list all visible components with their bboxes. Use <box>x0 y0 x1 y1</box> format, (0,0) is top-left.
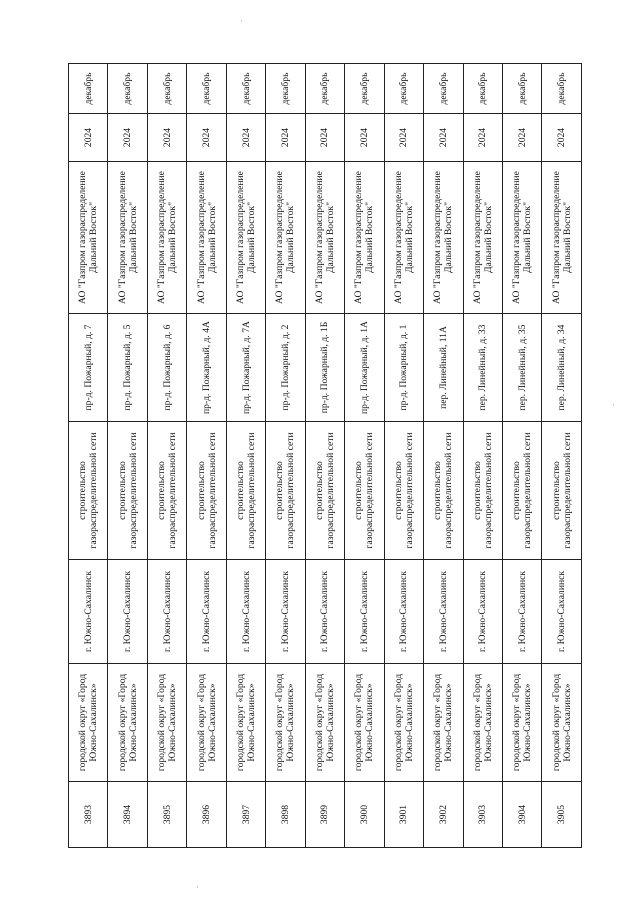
table-row <box>147 64 186 848</box>
municipality-cell: городской округ «Город Южно-Сахалинск» <box>502 664 541 782</box>
month-cell: декабрь <box>69 64 108 114</box>
municipality-cell: городской округ «Город Южно-Сахалинск» <box>266 664 305 782</box>
table-row <box>542 64 582 848</box>
organization-cell: АО "Газпром газораспределение Дальний Восток" <box>345 162 384 314</box>
gas-network-table <box>68 63 582 848</box>
month-cell: декабрь <box>108 64 147 114</box>
work-type-cell: строительство газораспределительной сети <box>147 422 186 560</box>
city-cell: г. Южно-Сахалинск <box>187 560 226 664</box>
table-row <box>502 64 541 848</box>
month-cell: декабрь <box>384 64 423 114</box>
municipality-cell: городской округ «Город Южно-Сахалинск» <box>463 664 502 782</box>
address-cell: пр-д. Пожарный, д. 2 <box>266 314 305 422</box>
organization-cell: АО "Газпром газораспределение Дальний Восток" <box>266 162 305 314</box>
address-cell: пр-д. Пожарный, д. 4А <box>187 314 226 422</box>
month-cell: декабрь <box>305 64 344 114</box>
city-cell: г. Южно-Сахалинск <box>345 560 384 664</box>
row-number-cell: 3905 <box>542 782 582 848</box>
city-cell: г. Южно-Сахалинск <box>305 560 344 664</box>
work-type-cell: строительство газораспределительной сети <box>187 422 226 560</box>
address-cell: пр-д. Пожарный, д. 7А <box>226 314 265 422</box>
row-number-cell: 3900 <box>345 782 384 848</box>
row-number-cell: 3893 <box>69 782 108 848</box>
municipality-cell: городской округ «Город Южно-Сахалинск» <box>69 664 108 782</box>
year-cell: 2024 <box>305 114 344 162</box>
organization-cell: АО "Газпром газораспределение Дальний Восток" <box>384 162 423 314</box>
row-number-cell: 3904 <box>502 782 541 848</box>
address-cell: пр-д. Пожарный, д. 6 <box>147 314 186 422</box>
month-cell: декабрь <box>345 64 384 114</box>
month-cell: декабрь <box>187 64 226 114</box>
city-cell: г. Южно-Сахалинск <box>424 560 463 664</box>
municipality-cell: городской округ «Город Южно-Сахалинск» <box>424 664 463 782</box>
address-cell: пр-д. Пожарный, д. 1 <box>384 314 423 422</box>
city-cell: г. Южно-Сахалинск <box>226 560 265 664</box>
address-cell: пер. Линейный, д. 34 <box>542 314 582 422</box>
address-cell: пер. Линейный, д. 35 <box>502 314 541 422</box>
month-cell: декабрь <box>542 64 582 114</box>
year-cell: 2024 <box>542 114 582 162</box>
city-cell: г. Южно-Сахалинск <box>266 560 305 664</box>
municipality-cell: городской округ «Город Южно-Сахалинск» <box>147 664 186 782</box>
table-row <box>424 64 463 848</box>
table-row <box>345 64 384 848</box>
city-cell: г. Южно-Сахалинск <box>542 560 582 664</box>
organization-cell: АО "Газпром газораспределение Дальний Восток" <box>108 162 147 314</box>
year-cell: 2024 <box>108 114 147 162</box>
city-cell: г. Южно-Сахалинск <box>69 560 108 664</box>
year-cell: 2024 <box>187 114 226 162</box>
row-number-cell: 3902 <box>424 782 463 848</box>
work-type-cell: строительство газораспределительной сети <box>424 422 463 560</box>
municipality-cell: городской округ «Город Южно-Сахалинск» <box>305 664 344 782</box>
organization-cell: АО "Газпром газораспределение Дальний Восток" <box>542 162 582 314</box>
year-cell: 2024 <box>226 114 265 162</box>
month-cell: декабрь <box>226 64 265 114</box>
year-cell: 2024 <box>266 114 305 162</box>
table-row <box>69 64 108 848</box>
row-number-cell: 3896 <box>187 782 226 848</box>
municipality-cell: городской округ «Город Южно-Сахалинск» <box>384 664 423 782</box>
row-number-cell: 3903 <box>463 782 502 848</box>
work-type-cell: строительство газораспределительной сети <box>226 422 265 560</box>
year-cell: 2024 <box>69 114 108 162</box>
month-cell: декабрь <box>463 64 502 114</box>
row-number-cell: 3901 <box>384 782 423 848</box>
work-type-cell: строительство газораспределительной сети <box>345 422 384 560</box>
work-type-cell: строительство газораспределительной сети <box>502 422 541 560</box>
city-cell: г. Южно-Сахалинск <box>147 560 186 664</box>
city-cell: г. Южно-Сахалинск <box>108 560 147 664</box>
work-type-cell: строительство газораспределительной сети <box>384 422 423 560</box>
address-cell: пр-д. Пожарный, д. 1А <box>345 314 384 422</box>
organization-cell: АО "Газпром газораспределение Дальний Восток" <box>463 162 502 314</box>
year-cell: 2024 <box>502 114 541 162</box>
year-cell: 2024 <box>345 114 384 162</box>
month-cell: декабрь <box>424 64 463 114</box>
scan-speck: · <box>612 401 615 410</box>
address-cell: пр-д. Пожарный, д. 1Б <box>305 314 344 422</box>
scan-speck: · <box>196 883 199 892</box>
scan-speck: · <box>240 17 243 26</box>
organization-cell: АО "Газпром газораспределение Дальний Восток" <box>147 162 186 314</box>
year-cell: 2024 <box>147 114 186 162</box>
work-type-cell: строительство газораспределительной сети <box>463 422 502 560</box>
municipality-cell: городской округ «Город Южно-Сахалинск» <box>187 664 226 782</box>
municipality-cell: городской округ «Город Южно-Сахалинск» <box>108 664 147 782</box>
month-cell: декабрь <box>266 64 305 114</box>
table-row <box>384 64 423 848</box>
work-type-cell: строительство газораспределительной сети <box>69 422 108 560</box>
address-cell: пр-д. Пожарный, д. 5 <box>108 314 147 422</box>
organization-cell: АО "Газпром газораспределение Дальний Восток" <box>424 162 463 314</box>
city-cell: г. Южно-Сахалинск <box>384 560 423 664</box>
table-row <box>266 64 305 848</box>
address-cell: пер. Линейный, 11А <box>424 314 463 422</box>
rotated-table-wrapper <box>68 64 582 848</box>
organization-cell: АО "Газпром газораспределение Дальний Восток" <box>187 162 226 314</box>
table-row <box>463 64 502 848</box>
row-number-cell: 3894 <box>108 782 147 848</box>
row-number-cell: 3898 <box>266 782 305 848</box>
table-row <box>108 64 147 848</box>
work-type-cell: строительство газораспределительной сети <box>542 422 582 560</box>
city-cell: г. Южно-Сахалинск <box>463 560 502 664</box>
year-cell: 2024 <box>384 114 423 162</box>
month-cell: декабрь <box>147 64 186 114</box>
work-type-cell: строительство газораспределительной сети <box>266 422 305 560</box>
work-type-cell: строительство газораспределительной сети <box>305 422 344 560</box>
table-row <box>187 64 226 848</box>
row-number-cell: 3897 <box>226 782 265 848</box>
municipality-cell: городской округ «Город Южно-Сахалинск» <box>542 664 582 782</box>
row-number-cell: 3895 <box>147 782 186 848</box>
address-cell: пер. Линейный, д. 33 <box>463 314 502 422</box>
table-row <box>226 64 265 848</box>
table-row <box>305 64 344 848</box>
organization-cell: АО "Газпром газораспределение Дальний Восток" <box>69 162 108 314</box>
year-cell: 2024 <box>424 114 463 162</box>
row-number-cell: 3899 <box>305 782 344 848</box>
year-cell: 2024 <box>463 114 502 162</box>
table-body <box>69 64 582 848</box>
organization-cell: АО "Газпром газораспределение Дальний Восток" <box>502 162 541 314</box>
city-cell: г. Южно-Сахалинск <box>502 560 541 664</box>
address-cell: пр-д. Пожарный, д. 7 <box>69 314 108 422</box>
municipality-cell: городской округ «Город Южно-Сахалинск» <box>345 664 384 782</box>
municipality-cell: городской округ «Город Южно-Сахалинск» <box>226 664 265 782</box>
work-type-cell: строительство газораспределительной сети <box>108 422 147 560</box>
month-cell: декабрь <box>502 64 541 114</box>
organization-cell: АО "Газпром газораспределение Дальний Восток" <box>226 162 265 314</box>
organization-cell: АО "Газпром газораспределение Дальний Восток" <box>305 162 344 314</box>
